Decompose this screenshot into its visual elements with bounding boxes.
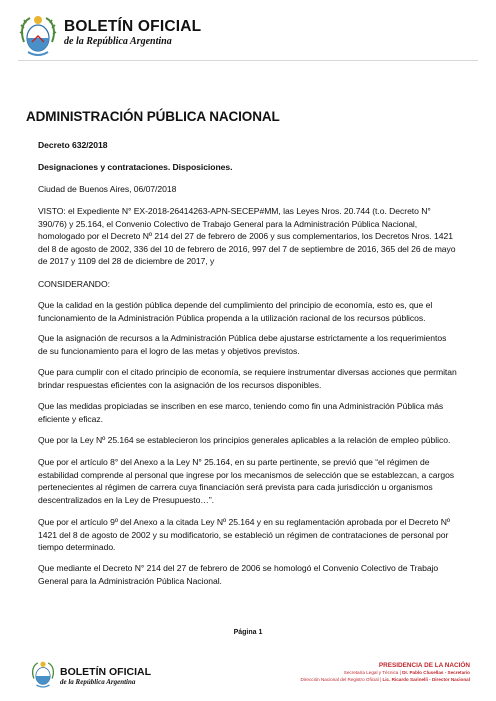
footer-credits bbox=[301, 662, 470, 683]
header-divider bbox=[18, 60, 478, 61]
brand bbox=[64, 18, 201, 48]
decree-subject: Designaciones y contrataciones. Disposiciones. bbox=[38, 162, 233, 172]
paragraph-visto: VISTO: el Expediente N° EX-2018-26414263-APN-SECEP#MM, las Leyes Nros. 20.744 (t.o. Decreto N° 390/76) y 25.164, el Convenio Colectivo de Trabajo General para la Administración Pública Nacional, homologado por el Decreto Nº 214 del 27 de febrero de 2006 y sus complementarios, los Decretos Nros. 1421 del 8 de agosto de 2002, 336 del 10 de febrero de 2016, 997 del 7 de septiembre de 2016, 365 del 26 de mayo de 2017 y 1109 del 28 de diciembre de 2017, y bbox=[38, 206, 456, 267]
footer-line-2-person: Lic. Ricardo Sarinelli - Director Nacional bbox=[382, 676, 470, 682]
brand-subtitle: de la República Argentina bbox=[64, 36, 172, 47]
paragraph: Que la calidad en la gestión pública depende del cumplimiento del principio de economía, esto es, que el funcionamiento de la Administración Pública propenda a la utilización racional de los recursos públicos. bbox=[38, 300, 433, 323]
paragraph: Que por el artículo 9º del Anexo a la citada Ley Nº 25.164 y en su reglamentación aprobada por el Decreto Nº 1421 del 8 de agosto de 2002 y su modificatorio, se estableció un régimen de contrataciones de personal por tiempo determinado. bbox=[38, 517, 450, 553]
page-header bbox=[18, 12, 478, 58]
paragraph: Que por la Ley Nº 25.164 se establecieron los principios generales aplicables a la relación de empleo público. bbox=[38, 435, 451, 445]
brand-title: BOLETÍN OFICIAL bbox=[64, 18, 202, 35]
paragraph-considerando: CONSIDERANDO: bbox=[38, 279, 110, 289]
footer-brand bbox=[60, 666, 151, 686]
footer-line-2: Dirección Nacional del Registro Oficial | Lic. Ricardo Sarinelli - Director Nacional bbox=[300, 676, 470, 682]
footer-line-1-person: Dr. Pablo Clusellas - Secretario bbox=[402, 670, 470, 675]
coat-of-arms-icon bbox=[18, 12, 58, 58]
section-title: ADMINISTRACIÓN PÚBLICA NACIONAL bbox=[26, 109, 280, 124]
footer-line-2-office: Dirección Nacional del Registro Oficial bbox=[300, 676, 379, 682]
footer-brand-title: BOLETÍN OFICIAL bbox=[60, 666, 151, 678]
paragraph: Que las medidas propiciadas se inscriben en ese marco, teniendo como fin una Administración Pública más eficiente y eficaz. bbox=[38, 401, 444, 424]
paragraph: Que mediante el Decreto N° 214 del 27 de febrero de 2006 se homologó el Convenio Colectivo de Trabajo General para la Administración Pública Nacional. bbox=[38, 563, 439, 586]
page-footer bbox=[30, 658, 474, 694]
footer-presidency: PRESIDENCIA DE LA NACIÓN bbox=[378, 662, 470, 669]
paragraph: Que la asignación de recursos a la Administración Pública debe ajustarse estrictamente a los requerimientos de su funcionamiento para el logro de las metas y objetivos previstos. bbox=[38, 333, 447, 356]
paragraph: Que por el artículo 8° del Anexo a la Ley N° 25.164, en su parte pertinente, se previó que “el régimen de estabilidad comprende al personal que ingrese por los mecanismos de selección que se establezcan, a cargos pertenecientes al régimen de carrera cuya financiación será prevista para cada jurisdicción u organismos descentralizados en la Ley de Presupuesto…”. bbox=[38, 457, 455, 505]
page-number: Página 1 bbox=[233, 629, 263, 636]
footer-line-1-office: Secretaría Legal y Técnica bbox=[343, 670, 399, 675]
place-date: Ciudad de Buenos Aires, 06/07/2018 bbox=[38, 184, 177, 194]
footer-line-1: Secretaría Legal y Técnica | Dr. Pablo Clusellas - Secretario bbox=[343, 670, 470, 675]
footer-brand-subtitle: de la República Argentina bbox=[60, 678, 136, 686]
paragraph: Que para cumplir con el citado principio de economía, se requiere instrumentar diversas acciones que permitan brindar respuestas eficientes con la asignación de los recursos disponibles. bbox=[38, 367, 457, 390]
coat-of-arms-icon bbox=[30, 658, 56, 690]
decree-number: Decreto 632/2018 bbox=[38, 140, 108, 150]
